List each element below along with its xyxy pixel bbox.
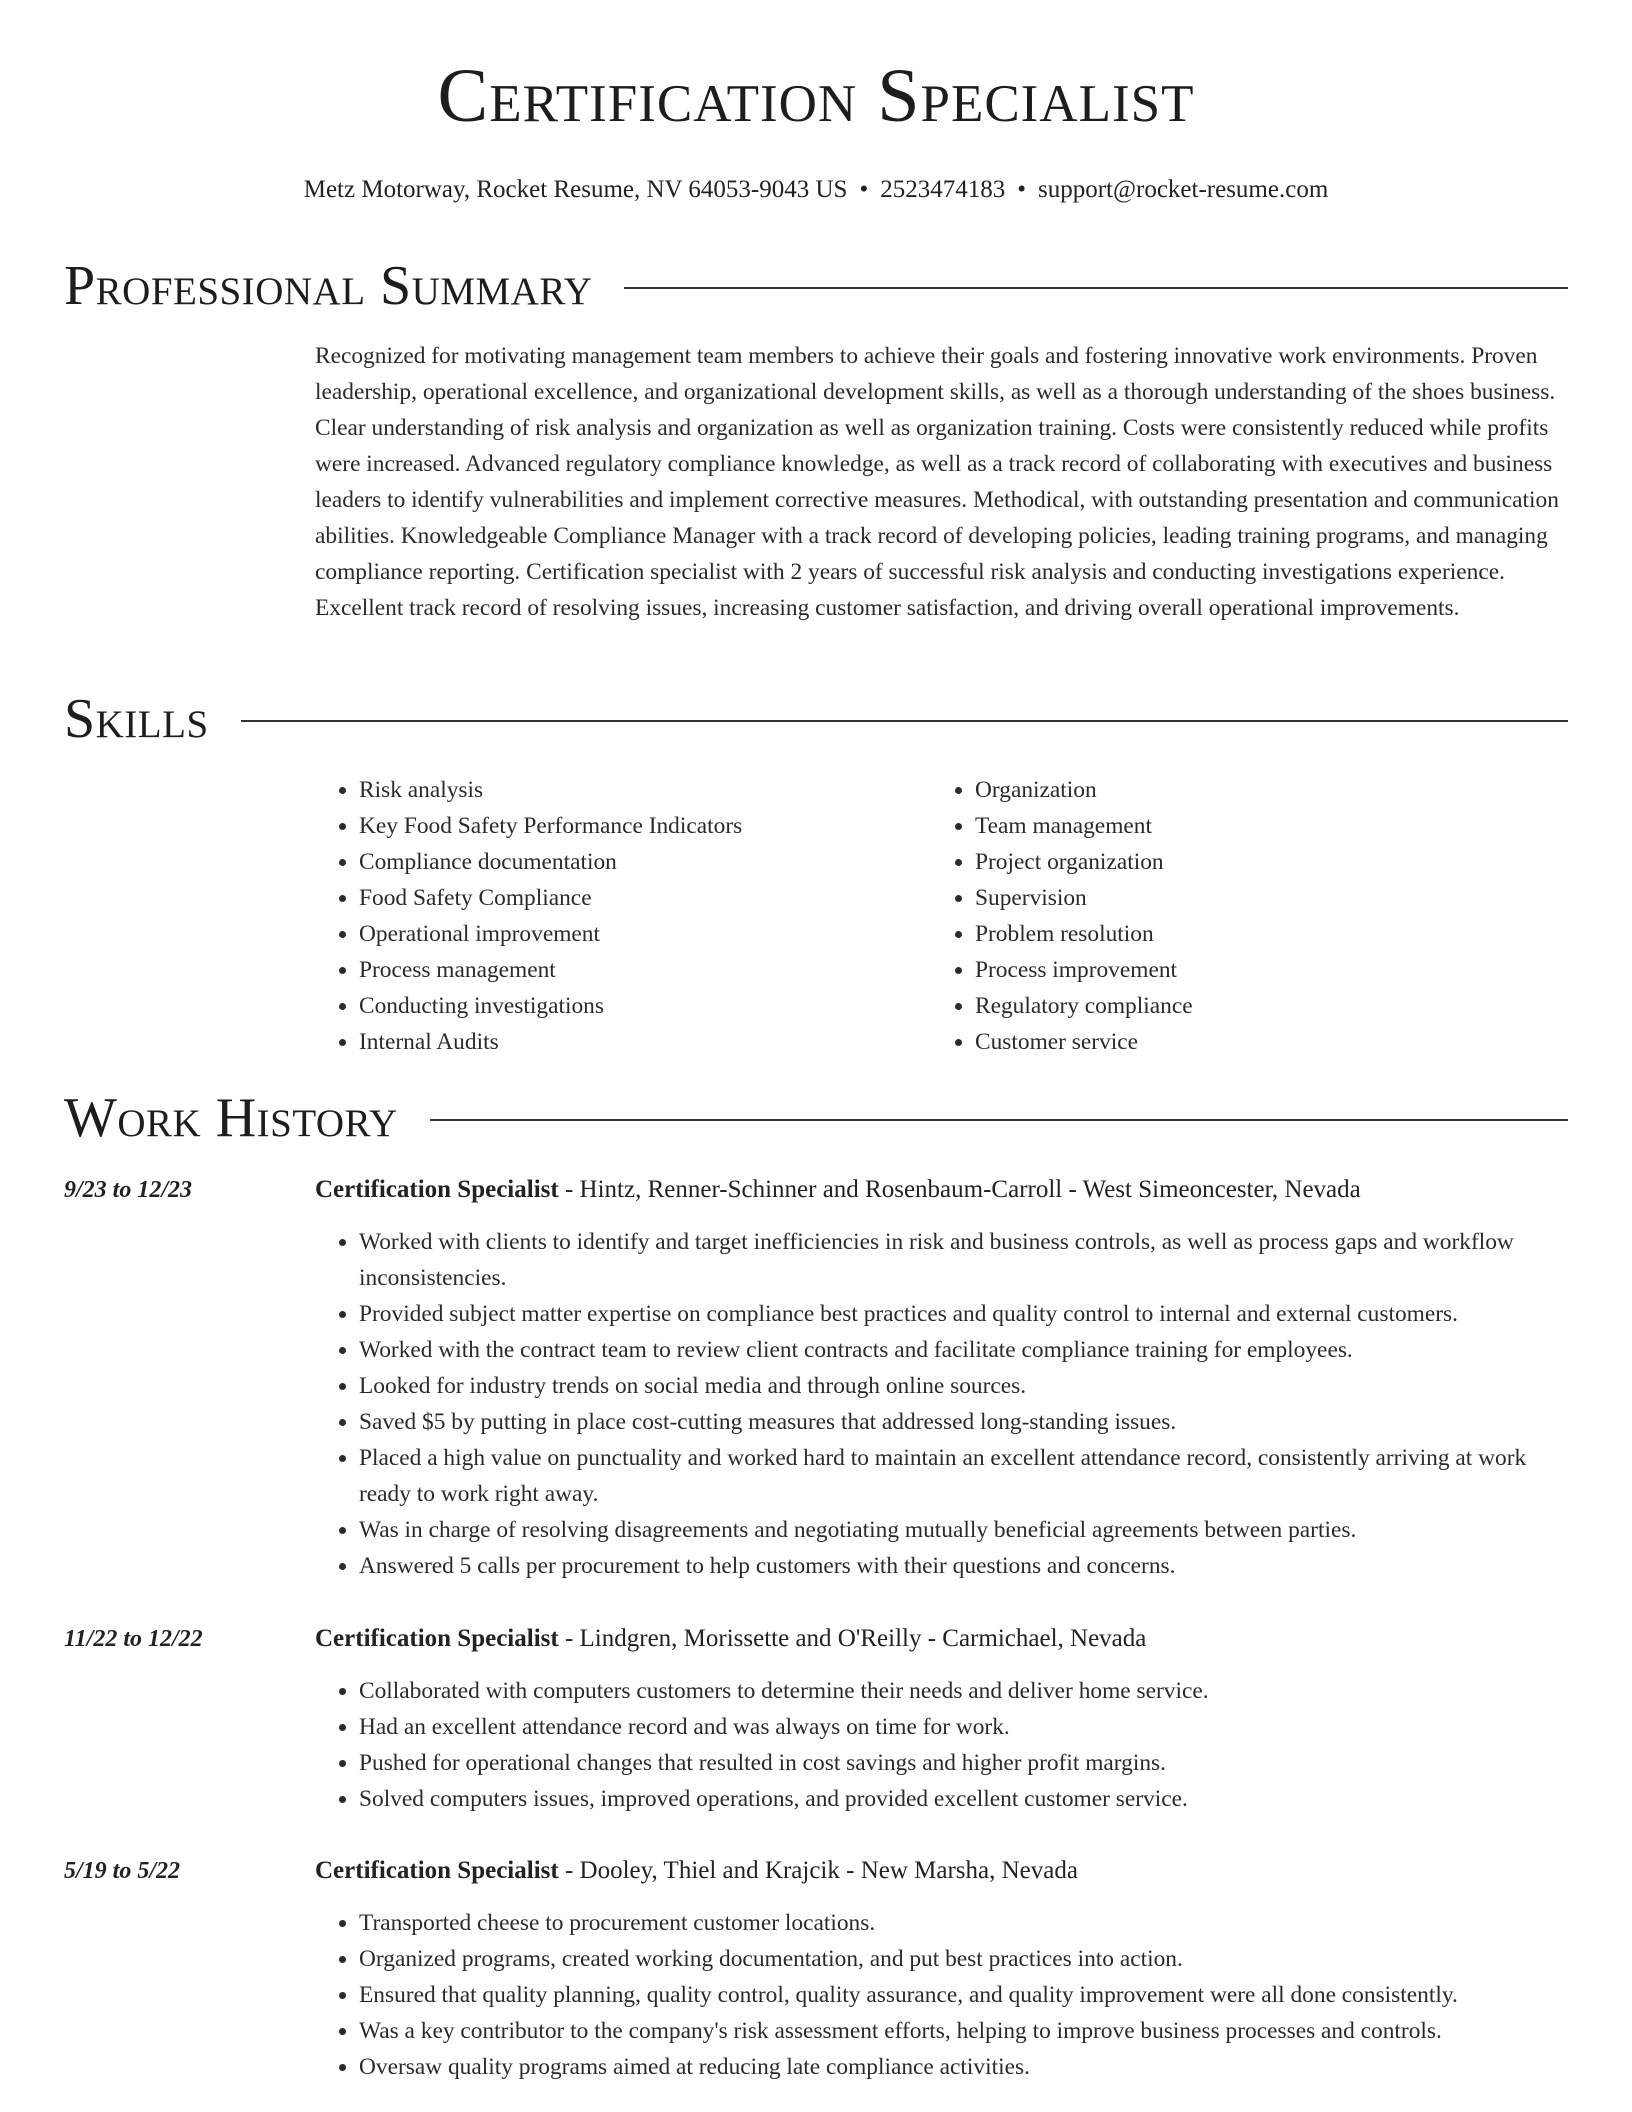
skill-item: • Compliance documentation (359, 844, 931, 880)
contact-separator: • (859, 176, 869, 203)
skill-item: • Customer service (975, 1024, 1547, 1060)
duty-item: • Worked with clients to identify and target inefficiencies in risk and business controls, as well as process gaps and workflow inconsistencies. (359, 1224, 1568, 1296)
contact-separator: • (1017, 176, 1026, 203)
summary-section-header (64, 255, 1568, 317)
duty-item: • Worked with the contract team to review client contracts and facilitate compliance training for employees. (359, 1332, 1568, 1368)
duty-item: • Was a key contributor to the company's risk assessment efforts, helping to improve business processes and controls. (359, 2013, 1568, 2049)
duty-item: • Oversaw quality programs aimed at reducing late compliance activities. (359, 2049, 1568, 2085)
summary-text: Recognized for motivating management team members to achieve their goals and fostering innovative work environments. Proven leadership, operational excellence, and organizational development skills, as well as a thorough understanding of the shoes business. Clear understanding of risk analysis and organization as well as organization training. Costs were consistently reduced while profits were increased. Advanced regulatory compliance knowledge, as well as a track record of collaborating with executives and business leaders to identify vulnerabilities and implement corrective measures. Methodical, with outstanding presentation and communication abilities. Knowledgeable Compliance Manager with a track record of developing policies, leading training programs, and managing compliance reporting. Certification specialist with 2 years of successful risk analysis and conducting investigations experience. Excellent track record of resolving issues, increasing customer satisfaction, and driving overall operational improvements. (315, 343, 1559, 621)
skill-item: • Key Food Safety Performance Indicators (359, 808, 931, 844)
job-duties (315, 1224, 1568, 1584)
skill-item: • Process management (359, 952, 931, 988)
skills-section-title: Skills (64, 688, 209, 750)
job-role: Certification Specialist (315, 1625, 559, 1652)
duty-item: • Solved computers issues, improved operations, and provided excellent customer service. (359, 1781, 1568, 1817)
job-dates: 11/22 to 12/22 (64, 1626, 203, 1652)
skill-item: • Process improvement (975, 952, 1547, 988)
contact-line (64, 175, 1568, 205)
duty-item: • Pushed for operational changes that resulted in cost savings and higher profit margins. (359, 1745, 1568, 1781)
candidate-name: Certification Specialist (437, 54, 1195, 138)
contact-phone: 2523474183 (880, 176, 1006, 203)
skills-column-right (931, 772, 1547, 1060)
skill-item: • Internal Audits (359, 1024, 931, 1060)
work-section-title: Work History (64, 1087, 398, 1149)
skill-item: • Regulatory compliance (975, 988, 1547, 1024)
job-duties (315, 1905, 1568, 2085)
duty-item: • Answered 5 calls per procurement to help customers with their questions and concerns. (359, 1548, 1568, 1584)
skill-item: • Supervision (975, 880, 1547, 916)
duty-item: • Had an excellent attendance record and was always on time for work. (359, 1709, 1568, 1745)
job-role: Certification Specialist (315, 1857, 559, 1884)
duty-item: • Looked for industry trends on social media and through online sources. (359, 1368, 1568, 1404)
job-employer-location: - Hintz, Renner-Schinner and Rosenbaum-Carroll - West Simeoncester, Nevada (558, 1176, 1361, 1203)
skill-item: • Project organization (975, 844, 1547, 880)
job-employer-location: - Lindgren, Morissette and O'Reilly - Carmichael, Nevada (558, 1625, 1147, 1652)
job-dates: 9/23 to 12/23 (64, 1177, 193, 1203)
duty-item: • Transported cheese to procurement customer locations. (359, 1905, 1568, 1941)
job-dates: 5/19 to 5/22 (64, 1858, 181, 1884)
contact-email: support@rocket-resume.com (1037, 176, 1329, 203)
duty-item: • Collaborated with computers customers to determine their needs and deliver home service. (359, 1673, 1568, 1709)
skill-item: • Risk analysis (359, 772, 931, 808)
contact-address: Metz Motorway, Rocket Resume, NV 64053-9043 US (303, 176, 848, 203)
summary-section-title: Professional Summary (64, 255, 593, 317)
section-divider (624, 287, 1568, 289)
job-header (315, 1853, 1568, 1889)
job-role: Certification Specialist (315, 1176, 559, 1203)
skills-column-left (315, 772, 931, 1060)
skills-section-header (64, 688, 1568, 750)
skill-item: • Food Safety Compliance (359, 880, 931, 916)
duty-item: • Ensured that quality planning, quality control, quality assurance, and quality improvement were all done consistently. (359, 1977, 1568, 2013)
section-divider (241, 720, 1568, 722)
skills-list (315, 772, 1568, 1060)
skill-item: • Operational improvement (359, 916, 931, 952)
skill-item: • Team management (975, 808, 1547, 844)
job-header (315, 1172, 1568, 1208)
duty-item: • Saved $5 by putting in place cost-cutting measures that addressed long-standing issues. (359, 1404, 1568, 1440)
duty-item: • Placed a high value on punctuality and worked hard to maintain an excellent attendance record, consistently arriving at work ready to work right away. (359, 1440, 1568, 1512)
skill-item: • Organization (975, 772, 1547, 808)
skill-item: • Conducting investigations (359, 988, 931, 1024)
work-section-header (64, 1087, 1568, 1149)
job-employer-location: - Dooley, Thiel and Krajcik - New Marsha, Nevada (558, 1857, 1078, 1884)
section-divider (430, 1119, 1568, 1121)
duty-item: • Provided subject matter expertise on compliance best practices and quality control to internal and external customers. (359, 1296, 1568, 1332)
duty-item: • Organized programs, created working documentation, and put best practices into action. (359, 1941, 1568, 1977)
job-duties (315, 1673, 1568, 1817)
duty-item: • Was in charge of resolving disagreements and negotiating mutually beneficial agreements between parties. (359, 1512, 1568, 1548)
skill-item: • Problem resolution (975, 916, 1547, 952)
job-header (315, 1621, 1568, 1657)
